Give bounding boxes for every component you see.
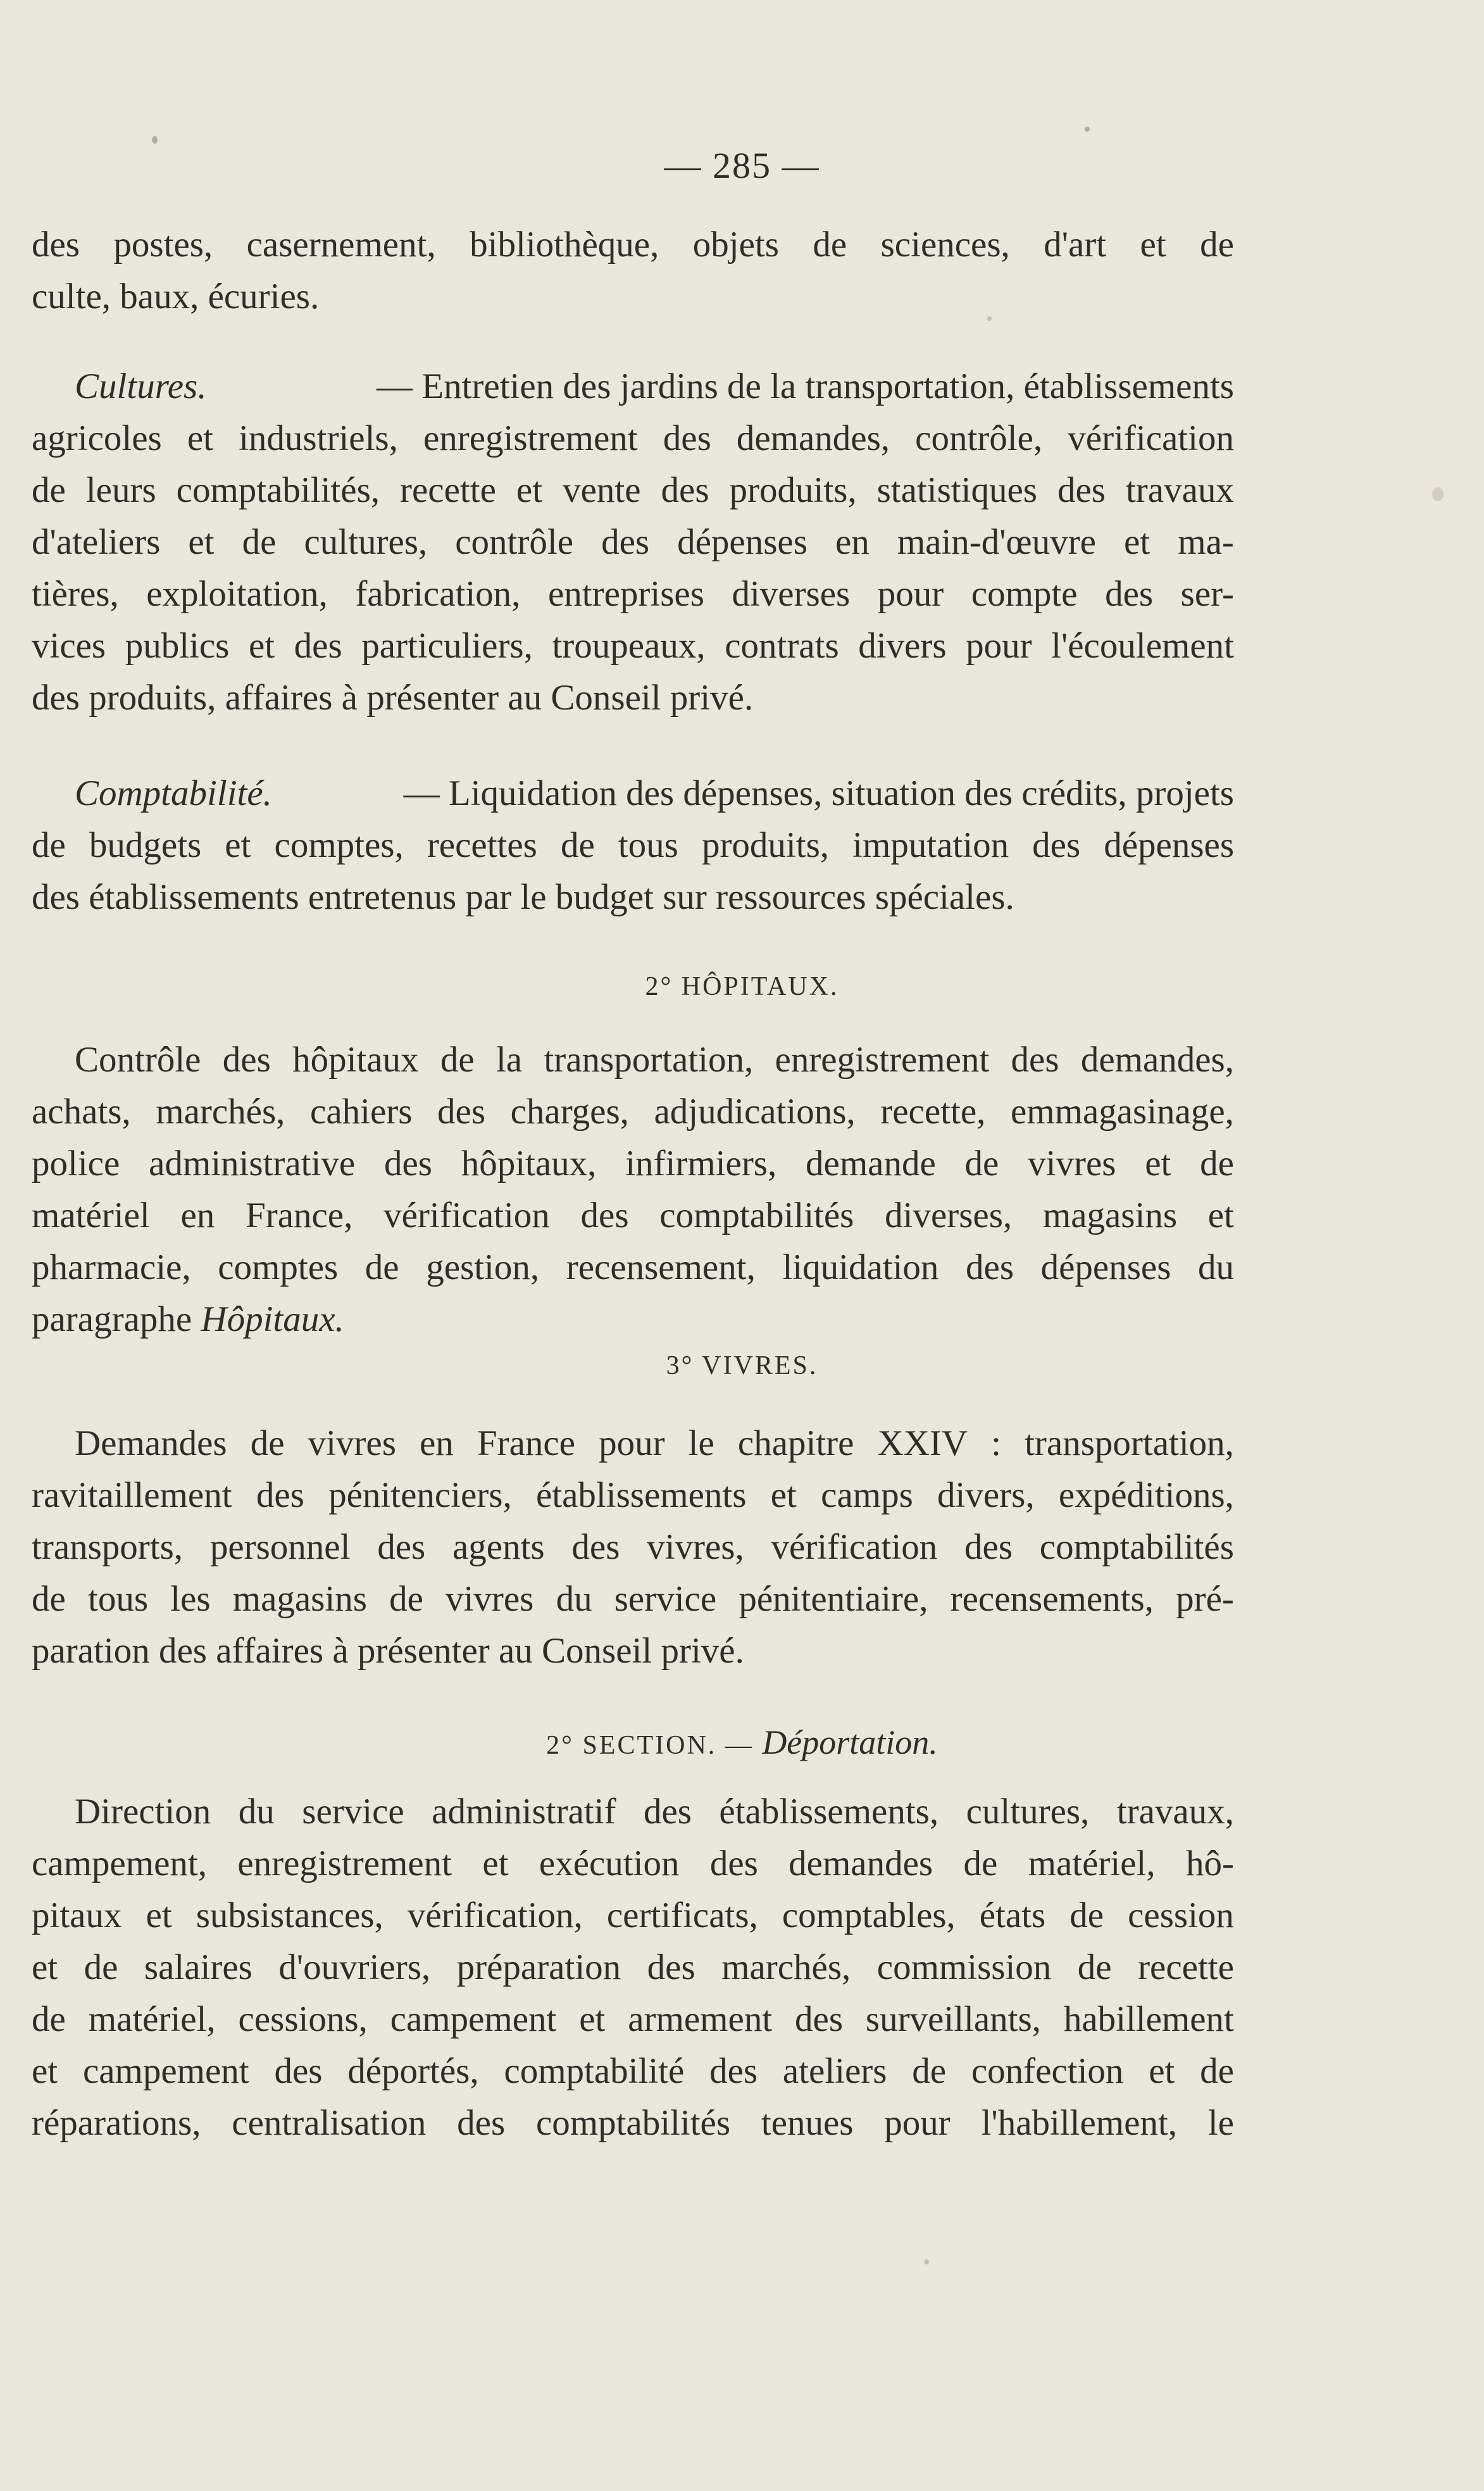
word: divers, <box>937 1475 1035 1515</box>
word: matériel <box>32 1196 150 1235</box>
text-line: culte, baux, écuries. <box>32 277 320 316</box>
word: en <box>180 1196 215 1235</box>
word: enregistrement <box>775 1040 990 1080</box>
text-line <box>32 413 1234 465</box>
word: de <box>1069 1895 1104 1935</box>
text-line <box>32 768 1234 820</box>
word: emmagasinage, <box>1010 1092 1234 1132</box>
word: et <box>248 626 275 666</box>
word: et <box>1149 2051 1175 2091</box>
word: vérification <box>383 1196 550 1235</box>
word: recette <box>1138 1947 1234 1987</box>
word: de <box>813 225 847 265</box>
word: d'ateliers <box>32 522 161 562</box>
word: travaux <box>1125 470 1234 510</box>
text-line <box>32 1890 1234 1942</box>
word: recettes <box>427 825 537 865</box>
word: des <box>294 626 342 666</box>
text-line: paration des affaires à présenter au Conseil privé. <box>32 1631 744 1671</box>
word: des <box>601 522 650 562</box>
word: adjudications, <box>654 1092 856 1132</box>
word: le <box>688 1423 714 1463</box>
word: armement <box>628 1999 773 2039</box>
word: vices <box>32 626 106 666</box>
paragraph-cultures <box>32 361 1234 724</box>
word: matériel, <box>1028 1844 1156 1883</box>
word: recette, <box>880 1092 986 1132</box>
text-line <box>32 219 1234 271</box>
word: des <box>1032 825 1081 865</box>
text-line <box>32 1994 1234 2045</box>
word: de <box>250 1423 285 1463</box>
word: et <box>1124 522 1150 562</box>
word: fabrication, <box>355 574 521 614</box>
word: comptabilités, <box>176 470 380 510</box>
word: enregistrement <box>237 1844 452 1883</box>
paragraph-continuation <box>32 219 1234 323</box>
word: exécution <box>539 1844 680 1883</box>
word: agricoles <box>32 418 162 458</box>
word: liquidation <box>782 1247 939 1287</box>
text-line <box>32 1942 1234 1994</box>
word: comptabilités <box>1039 1527 1234 1567</box>
word: et <box>32 2051 58 2091</box>
word: : <box>991 1423 1001 1463</box>
word: pénitentiaire, <box>739 1579 928 1619</box>
word: ser- <box>1180 574 1234 614</box>
text-line <box>32 2097 1234 2149</box>
word: pénitenciers, <box>328 1475 512 1515</box>
word: vente <box>563 470 641 510</box>
text-line <box>32 516 1234 568</box>
word: subsistances, <box>196 1895 383 1935</box>
word: contrôle <box>455 522 573 562</box>
text-line <box>32 1190 1234 1242</box>
word: contrôle, <box>915 418 1043 458</box>
word: Contrôle <box>75 1040 201 1080</box>
text-line-rest: — Entretien des jardins de la transportation, établissements <box>377 366 1234 406</box>
word: pour <box>877 574 944 614</box>
word: et <box>188 522 215 562</box>
word: déportés, <box>347 2051 479 2091</box>
word: de <box>440 1040 475 1080</box>
word: ateliers <box>782 2051 887 2091</box>
text-line-rest: — Liquidation des dépenses, situation des crédits, projets <box>403 773 1234 813</box>
text-line: des produits, affaires à présenter au Conseil privé. <box>32 678 754 718</box>
word: recette <box>400 470 496 510</box>
text-line <box>32 1034 1234 1086</box>
text-line <box>32 1521 1234 1573</box>
word: établissements <box>536 1475 747 1515</box>
word: des <box>663 418 711 458</box>
word: campement <box>390 1999 557 2039</box>
word: pour <box>966 626 1032 666</box>
text-line <box>32 361 1234 413</box>
word: vivres, <box>647 1527 744 1567</box>
word: dépenses <box>677 522 807 562</box>
section-heading-italic: Déportation. <box>762 1723 938 1761</box>
section-heading-vivres: 3° VIVRES. <box>666 1351 818 1380</box>
paper-speck <box>924 2259 929 2264</box>
text-line <box>32 1418 1234 1470</box>
word: pitaux <box>32 1895 122 1935</box>
word: de <box>1200 225 1234 265</box>
word: statistiques <box>876 470 1037 510</box>
word: vivres <box>446 1579 534 1619</box>
word: gestion, <box>426 1247 540 1287</box>
word: des <box>32 225 80 265</box>
word: achats, <box>32 1092 131 1132</box>
paper-speck <box>987 316 992 321</box>
word: tous <box>88 1579 149 1619</box>
word: d'art <box>1044 225 1107 265</box>
word: comptabilités <box>659 1196 854 1235</box>
word: l'habillement, <box>981 2103 1178 2143</box>
section-heading-hopitaux: 2° HÔPITAUX. <box>645 972 839 1001</box>
word: de <box>32 825 66 865</box>
word: vérification <box>1068 418 1234 458</box>
word: cession <box>1128 1895 1234 1935</box>
word: de <box>389 1579 423 1619</box>
word: ma- <box>1178 522 1234 562</box>
paper-speck <box>1085 127 1090 132</box>
word: et <box>1207 1196 1234 1235</box>
word: casernement, <box>246 225 436 265</box>
word: des <box>795 1999 844 2039</box>
word: en <box>420 1423 454 1463</box>
word: cessions, <box>238 1999 368 2039</box>
word: de <box>912 2051 947 2091</box>
word: des <box>222 1040 271 1080</box>
word: centralisation <box>232 2103 427 2143</box>
word: campement, <box>32 1844 207 1883</box>
text-line <box>32 568 1234 620</box>
paragraph-comptabilite <box>32 768 1234 923</box>
word: France <box>477 1423 575 1463</box>
word: pour <box>599 1423 665 1463</box>
word: des <box>964 1527 1013 1567</box>
word: cahiers <box>310 1092 413 1132</box>
text-line <box>32 620 1234 672</box>
word: du <box>556 1579 592 1619</box>
word: dépenses <box>1104 825 1234 865</box>
word: des <box>274 2051 323 2091</box>
text-line: des établissements entretenus par le budget sur ressources spéciales. <box>32 877 1014 917</box>
word: tous <box>618 825 678 865</box>
word: ravitaillement <box>32 1475 232 1515</box>
word: transportation, <box>544 1040 754 1080</box>
word: travaux, <box>1116 1792 1234 1832</box>
word: vivres <box>1028 1144 1116 1183</box>
word: chapitre <box>737 1423 854 1463</box>
word: campement <box>82 2051 249 2091</box>
word: des <box>457 2103 506 2143</box>
word: produits, <box>701 825 830 865</box>
word: Demandes <box>75 1423 227 1463</box>
word: transportation, <box>1025 1423 1234 1463</box>
word: bibliothèque, <box>470 225 659 265</box>
word: et <box>770 1475 797 1515</box>
word: et <box>32 1947 58 1987</box>
paper-speck <box>152 136 158 144</box>
word: sciences, <box>880 225 1010 265</box>
text-line <box>32 2045 1234 2097</box>
word: de <box>84 1947 118 1987</box>
word: et <box>579 1999 606 2039</box>
word: pharmacie, <box>32 1247 191 1287</box>
word: salaires <box>144 1947 253 1987</box>
text-line <box>32 1294 1234 1345</box>
word: divers <box>858 626 947 666</box>
word: recensement, <box>566 1247 756 1287</box>
word: industriels, <box>239 418 398 458</box>
word: réparations, <box>32 2103 201 2143</box>
word: compte <box>971 574 1078 614</box>
word: demandes <box>789 1844 933 1883</box>
word: cultures, <box>966 1792 1090 1832</box>
word: de <box>1200 1144 1234 1183</box>
word: vivres <box>308 1423 396 1463</box>
word: administratif <box>432 1792 616 1832</box>
word: des <box>256 1475 304 1515</box>
word: vérification <box>771 1527 938 1567</box>
word: des <box>383 1144 432 1183</box>
word: Direction <box>75 1792 211 1832</box>
text-line-prefix: paragraphe <box>32 1299 192 1339</box>
word: du <box>238 1792 275 1832</box>
word: des <box>643 1792 692 1832</box>
word: charges, <box>510 1092 629 1132</box>
word: diverses <box>732 574 851 614</box>
word: publics <box>125 626 230 666</box>
paper-speck <box>1432 487 1443 501</box>
word: enregistrement <box>423 418 638 458</box>
word: vérification, <box>407 1895 583 1935</box>
word: des <box>709 1844 758 1883</box>
word: hôpitaux <box>292 1040 419 1080</box>
paragraph-lead: Comptabilité. <box>75 773 272 813</box>
word: et <box>146 1895 172 1935</box>
word: de <box>32 1579 66 1619</box>
word: comptabilités <box>535 2103 731 2143</box>
word: préparation <box>456 1947 621 1987</box>
word: et <box>482 1844 509 1883</box>
word: comptables, <box>782 1895 956 1935</box>
word: pour <box>884 2103 951 2143</box>
word: des <box>647 1947 695 1987</box>
word: particuliers, <box>361 626 533 666</box>
word: France, <box>246 1196 353 1235</box>
word: exploitation, <box>146 574 328 614</box>
word: matériel, <box>88 1999 216 2039</box>
word: hô- <box>1185 1844 1234 1883</box>
word: comptes, <box>274 825 404 865</box>
word: des <box>1105 574 1154 614</box>
word: de <box>560 825 595 865</box>
text-line <box>32 1138 1234 1190</box>
word: les <box>170 1579 211 1619</box>
word: camps <box>821 1475 913 1515</box>
word: l'écoulement <box>1051 626 1234 666</box>
word: des <box>661 470 709 510</box>
word: de <box>242 522 277 562</box>
text-line <box>32 1242 1234 1294</box>
word: transports, <box>32 1527 184 1567</box>
word: contrats <box>725 626 839 666</box>
text-line <box>32 465 1234 516</box>
word: surveillants, <box>865 1999 1041 2039</box>
word: des <box>966 1247 1014 1287</box>
word: demandes, <box>736 418 890 458</box>
word: comptes <box>218 1247 339 1287</box>
section-heading-label: 2° SECTION. — <box>546 1731 754 1760</box>
word: demandes, <box>1080 1040 1234 1080</box>
text-line <box>32 1786 1234 1838</box>
paragraph-vivres <box>32 1418 1234 1677</box>
word: et <box>516 470 543 510</box>
word: magasins <box>1042 1196 1178 1235</box>
word: états <box>979 1895 1046 1935</box>
word: personnel <box>209 1527 351 1567</box>
word: des <box>709 2051 758 2091</box>
page-number: — 285 — <box>664 145 820 186</box>
word: leurs <box>85 470 156 510</box>
word: confection <box>971 2051 1124 2091</box>
word: main-d'œuvre <box>897 522 1096 562</box>
word: des <box>1011 1040 1059 1080</box>
word: produits, <box>729 470 857 510</box>
word: entreprises <box>547 574 704 614</box>
word: administrative <box>149 1144 356 1183</box>
word: et <box>1140 225 1166 265</box>
word: service <box>302 1792 404 1832</box>
word: postes, <box>113 225 213 265</box>
word: des <box>437 1092 485 1132</box>
word: de <box>365 1247 399 1287</box>
word: infirmiers, <box>625 1144 777 1183</box>
word: agents <box>452 1527 545 1567</box>
word: demande <box>806 1144 936 1183</box>
text-line <box>32 1573 1234 1625</box>
word: d'ouvriers, <box>278 1947 431 1987</box>
word: service <box>614 1579 717 1619</box>
word: des <box>1057 470 1106 510</box>
word: en <box>835 522 870 562</box>
word: habillement <box>1063 1999 1234 2039</box>
section-heading-deportation <box>0 1723 1484 1762</box>
word: du <box>1198 1247 1234 1287</box>
word: recensements, <box>950 1579 1154 1619</box>
word: cultures, <box>304 522 428 562</box>
word: des <box>571 1527 620 1567</box>
word: de <box>1077 1947 1112 1987</box>
word: marchés, <box>156 1092 285 1132</box>
text-line <box>32 1838 1234 1890</box>
word: tenues <box>761 2103 854 2143</box>
word: certificats, <box>606 1895 758 1935</box>
text-line <box>32 1470 1234 1521</box>
word: imputation <box>852 825 1009 865</box>
word: de <box>963 1844 998 1883</box>
word: comptabilité <box>504 2051 685 2091</box>
word: établissements, <box>719 1792 939 1832</box>
word: diverses, <box>885 1196 1013 1235</box>
text-line <box>32 1086 1234 1138</box>
word: pré- <box>1176 1579 1234 1619</box>
word: hôpitaux, <box>461 1144 597 1183</box>
word: de <box>964 1144 999 1183</box>
word: marchés, <box>721 1947 851 1987</box>
word: de <box>32 1999 66 2039</box>
word: dépenses <box>1040 1247 1171 1287</box>
word: magasins <box>232 1579 367 1619</box>
word: le <box>1207 2103 1234 2143</box>
word: et <box>187 418 213 458</box>
word: des <box>377 1527 426 1567</box>
paragraph-hopitaux <box>32 1034 1234 1345</box>
word: la <box>496 1040 523 1080</box>
paragraph-lead: Cultures. <box>75 366 207 406</box>
word: et <box>1145 1144 1171 1183</box>
word: troupeaux, <box>552 626 706 666</box>
word: de <box>32 470 66 510</box>
word: tières, <box>32 574 119 614</box>
word: XXIV <box>877 1423 968 1463</box>
word: objets <box>692 225 779 265</box>
word: expéditions, <box>1058 1475 1234 1515</box>
word: police <box>32 1144 120 1183</box>
paragraph-deportation <box>32 1786 1234 2149</box>
word: budgets <box>89 825 202 865</box>
word: et <box>225 825 251 865</box>
word: de <box>1200 2051 1234 2091</box>
text-line-italic: Hôpitaux. <box>201 1299 344 1339</box>
word: commission <box>876 1947 1052 1987</box>
text-line <box>32 820 1234 871</box>
word: des <box>580 1196 629 1235</box>
